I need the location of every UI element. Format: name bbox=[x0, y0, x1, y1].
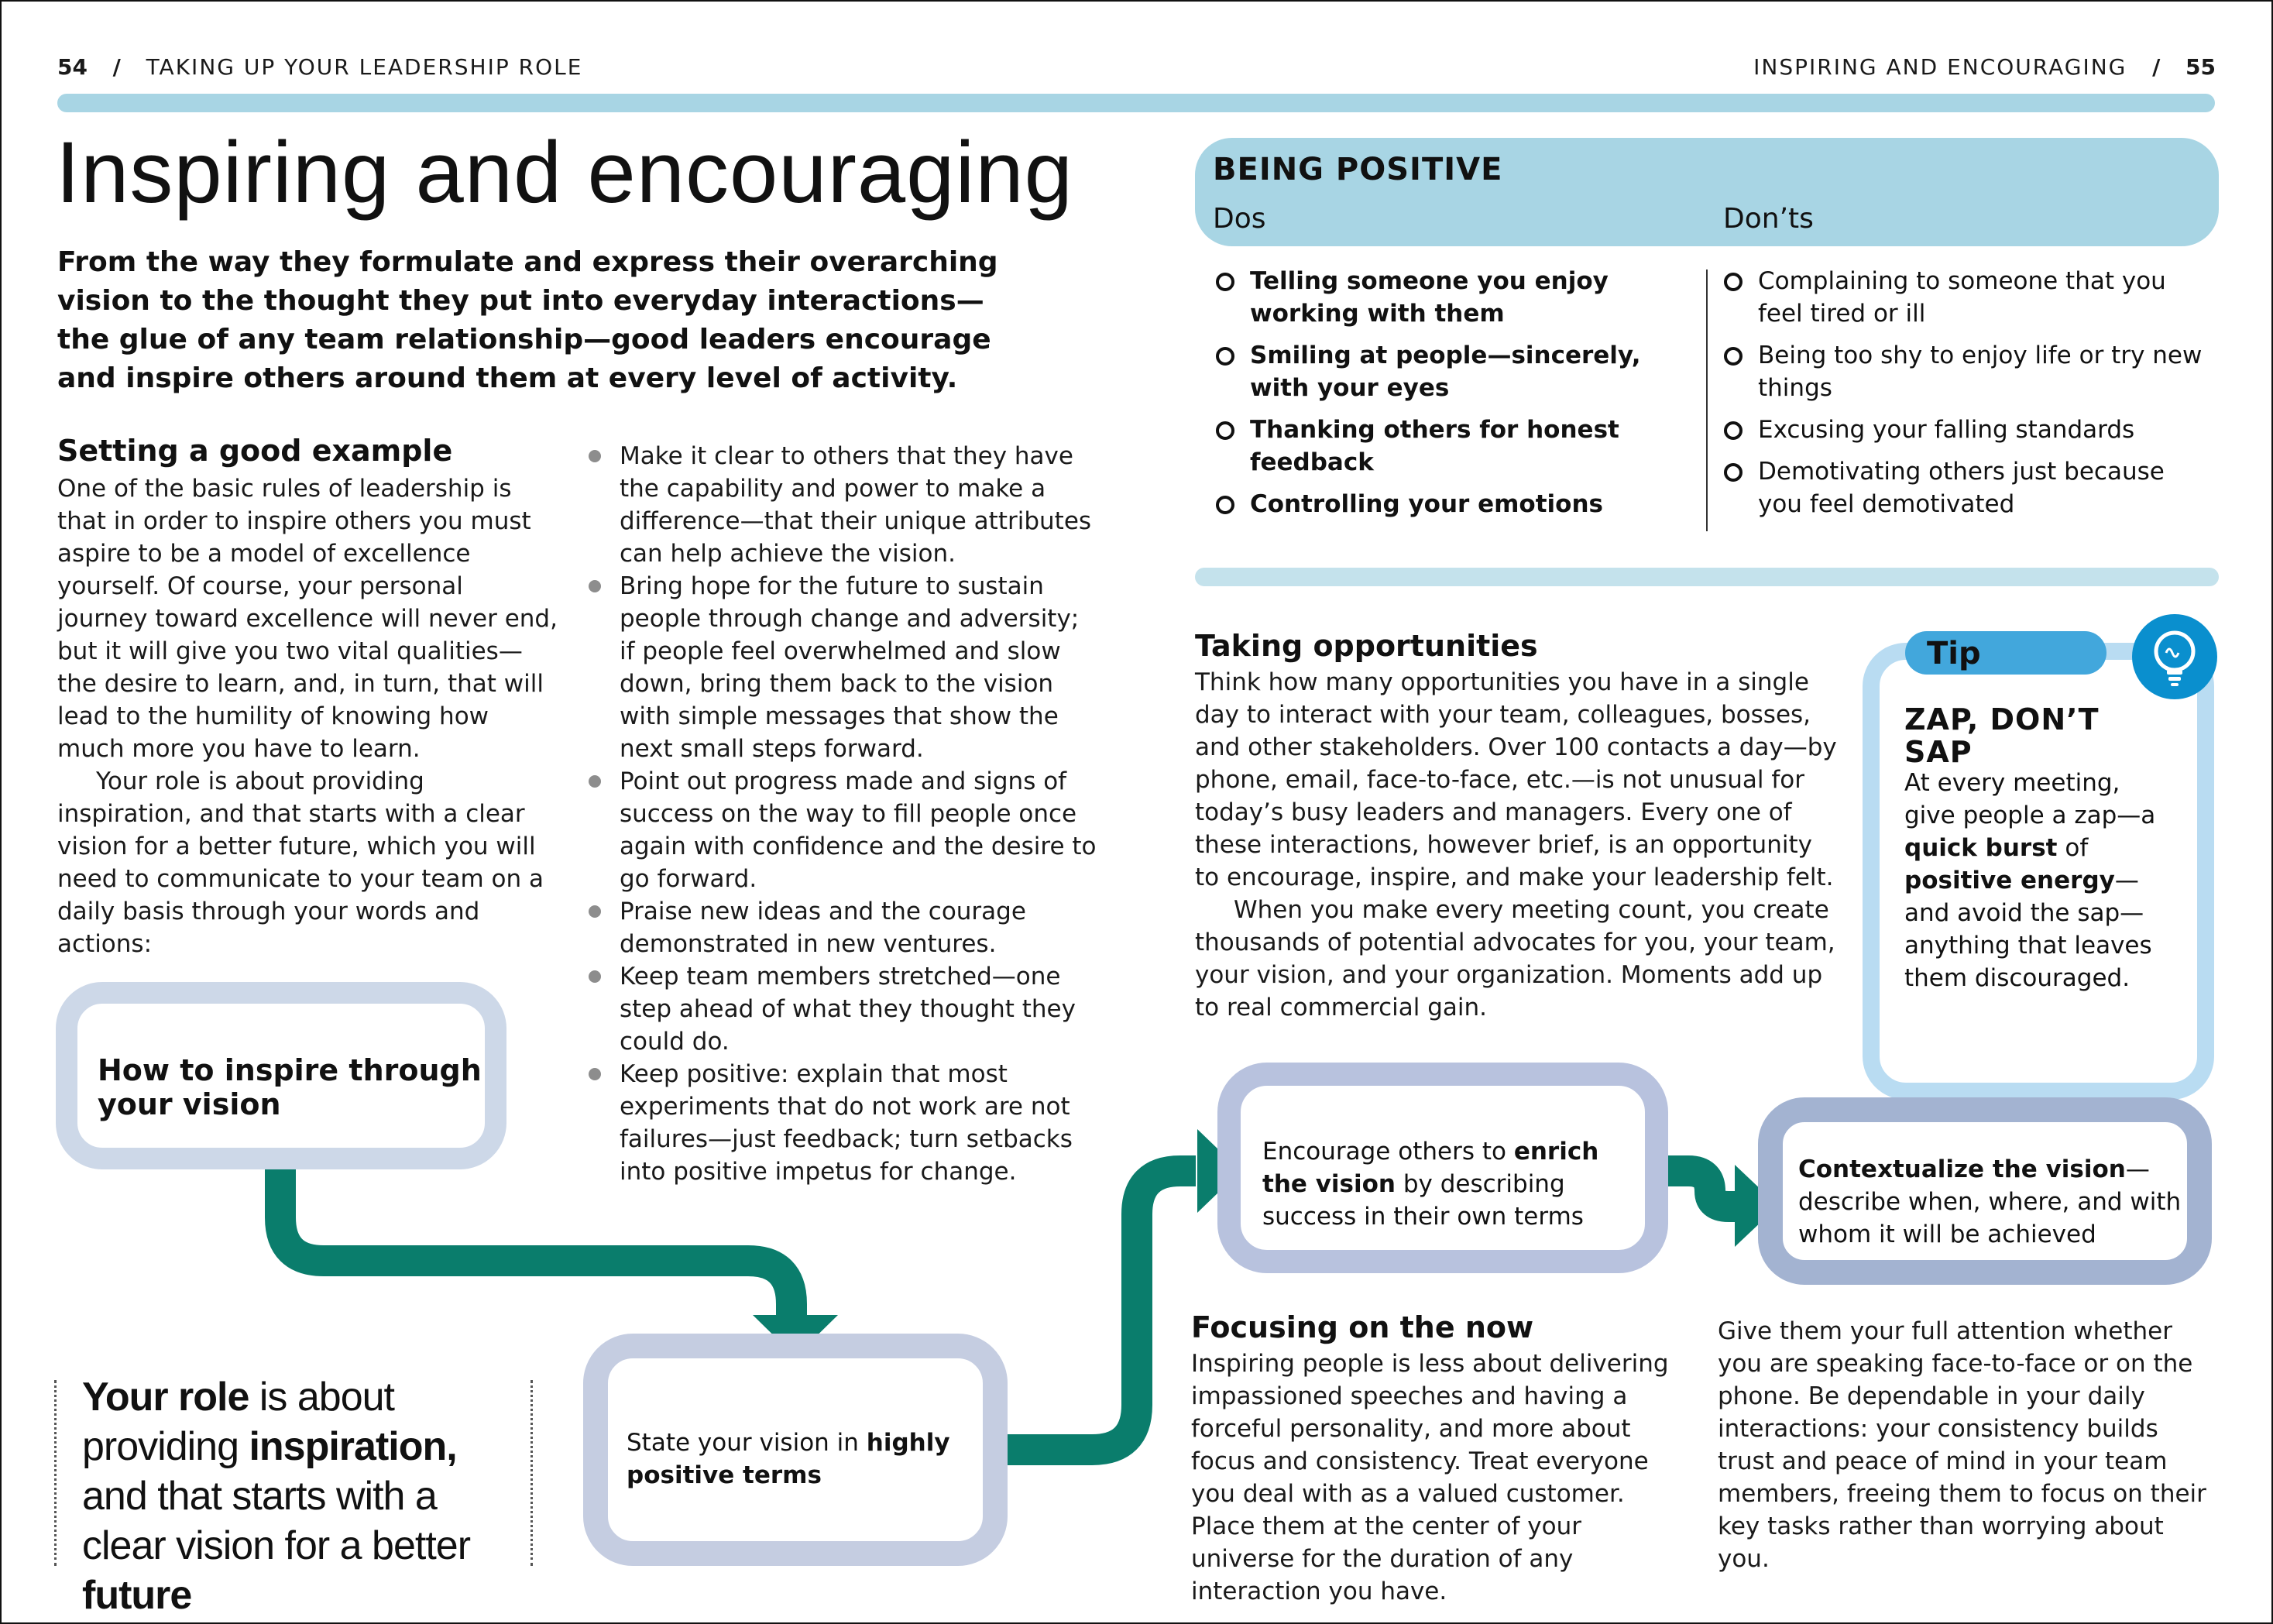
list-item: Telling someone you enjoy working with them bbox=[1214, 265, 1687, 330]
intro-paragraph: From the way they formulate and express their overarching vision to the thought they put into everyday interactions—the glue of any team relationship—good leaders encourage and inspire others around them at every level of activity. bbox=[57, 246, 998, 394]
donts-label: Don’ts bbox=[1723, 203, 1814, 235]
arrow-box1-to-box2 bbox=[280, 1166, 791, 1317]
arrow-box2-to-box3 bbox=[1007, 1171, 1196, 1450]
list-item: Demotivating others just because you feel demotivated bbox=[1722, 455, 2203, 520]
tip-heading: ZAP, DON’T SAP bbox=[1904, 702, 2100, 769]
flow-box-vision bbox=[56, 982, 506, 1169]
list-item: Point out progress made and signs of success on the way to fill people once again with confidence and the desire to go forward. bbox=[585, 765, 1097, 895]
list-item: Bring hope for the future to sustain people through change and adversity; if people feel overwhelmed and slow down, bring them back to the vision with simple messages that show the next small steps forward. bbox=[585, 570, 1097, 765]
arrow-box3-to-box4 bbox=[1665, 1171, 1735, 1207]
left-chapter-title: TAKING UP YOUR LEADERSHIP ROLE bbox=[146, 54, 583, 80]
pull-quote: Your role is about providing inspiration, and that starts with a clear vision for a better future bbox=[82, 1375, 471, 1618]
flow-box-enrich bbox=[1217, 1063, 1668, 1273]
opportunities-para1: Think how many opportunities you have in a single day to interact with your team, colleagues, bosses, and other stakeholders. Over 100 contacts a day—by phone, email, face-to-face, etc.—is not unusual for today’s busy leaders and managers. Every one of these interactions, however brief, is an opportunity to encourage, inspire, and make your leadership felt. bbox=[1195, 668, 1837, 891]
flow-box-enrich-text: Encourage others to enrich the vision by describing success in their own terms bbox=[1262, 1138, 1599, 1231]
focusing-heading: Focusing on the now bbox=[1191, 1310, 1534, 1344]
being-positive-title: BEING POSITIVE bbox=[1213, 152, 1503, 187]
setting-example-para1: One of the basic rules of leadership is that in order to inspire others you must aspire to be a model of excellence yourself. Of course, your personal journey toward excellence will never end, but it will give you two vital qualities—the desire to learn, and, in turn, that will lead to the humility of knowing how much more you have to learn. bbox=[57, 475, 558, 763]
opportunities-para2: When you make every meeting count, you create thousands of potential advocates for you, your team, your vision, and your organization. Moments add up to real commercial gain. bbox=[1195, 896, 1835, 1021]
right-page-number: 55 bbox=[2185, 54, 2216, 80]
list-item: Keep team members stretched—one step ahead of what they thought they could do. bbox=[585, 960, 1097, 1058]
list-item: Thanking others for honest feedback bbox=[1214, 414, 1687, 479]
dos-label: Dos bbox=[1213, 203, 1266, 235]
list-item: Controlling your emotions bbox=[1214, 488, 1687, 520]
list-item: Keep positive: explain that most experiments that do not work are not failures—just feedback; turn setbacks into positive impetus for change. bbox=[585, 1058, 1097, 1188]
list-item: Smiling at people—sincerely, with your eyes bbox=[1214, 339, 1687, 404]
list-item: Excusing your falling standards bbox=[1722, 414, 2203, 446]
list-item: Praise new ideas and the courage demonstrated in new ventures. bbox=[585, 895, 1097, 960]
left-separator: / bbox=[112, 54, 121, 80]
setting-example-para2: Your role is about providing inspiration, and that starts with a clear vision for a better future, which you will need to communicate to your team on a daily basis through your words and actions: bbox=[57, 767, 544, 958]
flow-box-positive-terms bbox=[583, 1334, 1008, 1566]
opportunities-heading: Taking opportunities bbox=[1195, 629, 1538, 663]
flow-box-contextualize bbox=[1758, 1097, 2212, 1285]
setting-example-heading: Setting a good example bbox=[57, 434, 453, 468]
right-separator: / bbox=[2152, 54, 2161, 80]
right-chapter-title: INSPIRING AND ENCOURAGING bbox=[1753, 54, 2127, 80]
left-page-number: 54 bbox=[57, 54, 88, 80]
focusing-para2: Give them your full attention whether you are speaking face-to-face or on the phone. Be dependable in your daily interactions: your consistency builds trust and peace of mind in your team members, freeing them to focus on their key tasks rather than worrying about you. bbox=[1718, 1317, 2206, 1573]
flow-box-positive-terms-text: State your vision in highly positive terms bbox=[627, 1429, 950, 1489]
flow-box-contextualize-text: Contextualize the vision—describe when, where, and with whom it will be achieved bbox=[1798, 1155, 2182, 1248]
page-title: Inspiring and encouraging bbox=[56, 124, 1073, 221]
list-item: Being too shy to enjoy life or try new things bbox=[1722, 339, 2203, 404]
list-item: Make it clear to others that they have the capability and power to make a difference—that their unique attributes can help achieve the vision. bbox=[585, 440, 1097, 570]
flow-box-vision-text: How to inspire through your vision bbox=[98, 1053, 482, 1121]
tip-body: At every meeting, give people a zap—a quick burst of positive energy—and avoid the sap—anything that leaves them discouraged. bbox=[1904, 769, 2156, 992]
focusing-para1: Inspiring people is less about delivering impassioned speeches and having a forceful personality, and more about focus and consistency. Treat everyone you deal with as a valued customer. Place them at the center of your universe for the duration of any interaction you have. bbox=[1191, 1350, 1669, 1605]
tip-label-text: Tip bbox=[1927, 636, 1981, 671]
list-item: Complaining to someone that you feel tired or ill bbox=[1722, 265, 2203, 330]
